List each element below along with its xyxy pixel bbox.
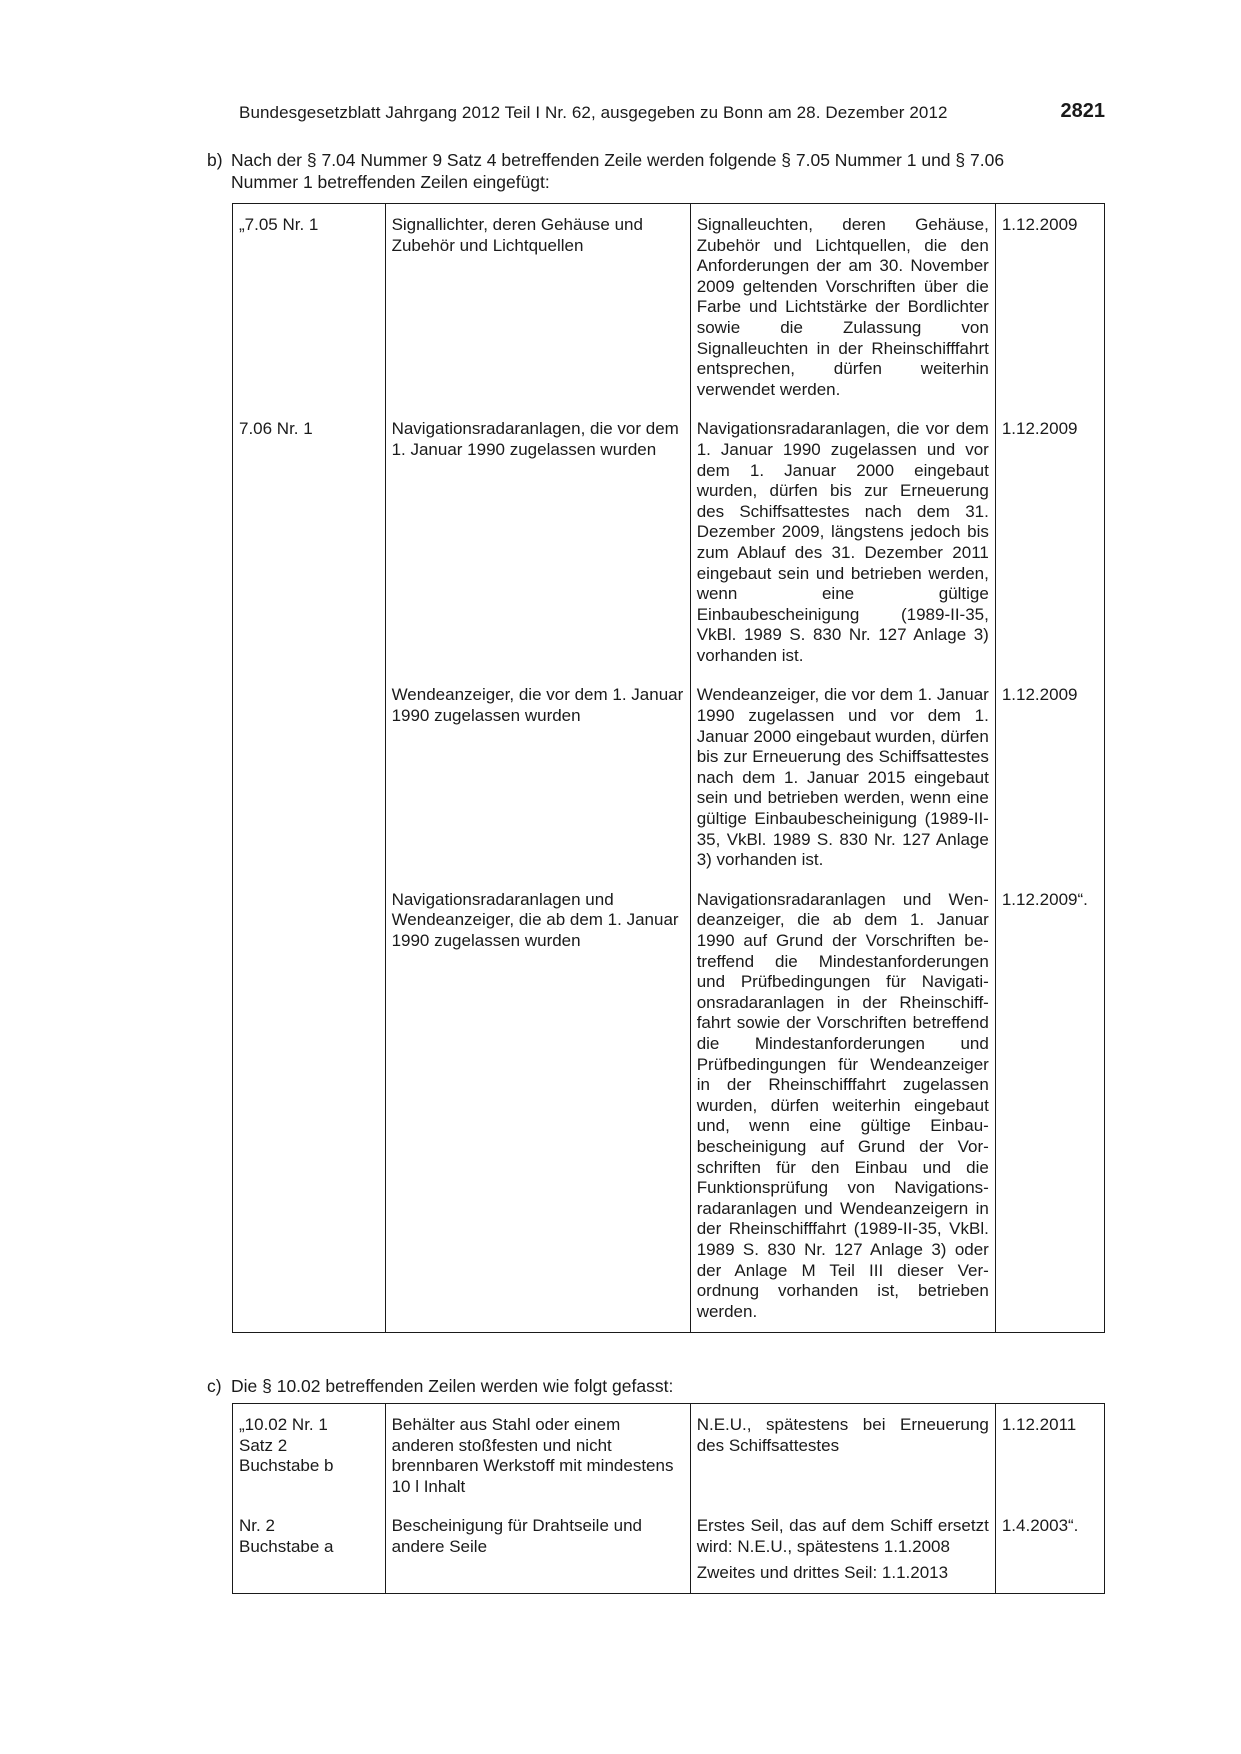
table-row bbox=[233, 685, 1105, 889]
section-b-intro bbox=[207, 150, 1107, 194]
ref-cell: 7.06 Nr. 1 bbox=[233, 419, 386, 685]
ref-cell bbox=[233, 890, 386, 1333]
date-cell: 1.4.2003“. bbox=[995, 1516, 1104, 1593]
ref-line: Satz 2 bbox=[239, 1435, 288, 1455]
section-b-table bbox=[232, 203, 1105, 1333]
provision-cell: Signalleuchten, deren Gehäuse, Zubehör und Lichtquellen, die den Anforderungen der am 30. November 2009 geltenden Vorschriften über die Farbe und Lichtstärke der Bordlichter sowie die Zulassung von Signalleuchten in der Rheinschifffahrt entsprechen, dürfen weiterhin verwendet werden. bbox=[690, 204, 995, 420]
provision-paragraph: Erstes Seil, das auf dem Schiff ersetzt wird: N.E.U., spätestens 1.1.2008 bbox=[696, 1516, 989, 1556]
ref-line: „10.02 Nr. 1 bbox=[239, 1415, 328, 1434]
section-c-marker: c) bbox=[207, 1376, 222, 1396]
section-b-line-2: Nummer 1 betreffenden Zeilen eingefügt: bbox=[231, 172, 550, 192]
subject-cell: Behälter aus Stahl oder einem anderen stoßfesten und nicht brennbaren Werkstoff mit mindestens 10 l Inhalt bbox=[385, 1404, 690, 1517]
ref-cell bbox=[233, 1404, 386, 1517]
section-b-marker: b) bbox=[207, 150, 223, 170]
provision-paragraph: Zweites und drittes Seil: 1.1.2013 bbox=[696, 1562, 949, 1582]
provision-cell: Wendeanzeiger, die vor dem 1. Januar 1990 zugelassen und vor dem 1. Januar 2000 eingebaut wurden, dürfen bis zur Erneuerung des Schiffsattestes nach dem 1. Januar 2015 eingebaut sein und betrieben werden, wenn eine gültige Einbaubescheinigung (1989-II-35, VkBl. 1989 S. 830 Nr. 127 Anlage 3) vorhanden ist. bbox=[690, 685, 995, 889]
table-row bbox=[233, 1516, 1105, 1593]
subject-cell: Navigationsradaranlagen, die vor dem 1. Januar 1990 zugelassen wurden bbox=[385, 419, 690, 685]
page-number: 2821 bbox=[1060, 100, 1105, 122]
date-cell: 1.12.2009“. bbox=[995, 890, 1104, 1333]
ref-cell: „7.05 Nr. 1 bbox=[233, 204, 386, 420]
table-row bbox=[233, 204, 1105, 420]
section-c-intro bbox=[207, 1376, 1107, 1398]
date-cell: 1.12.2011 bbox=[995, 1404, 1104, 1517]
provision-cell: Navigationsradaranlagen und Wendeanzeiger, die ab dem 1. Januar 1990 auf Grund der Vorschriften betreffend die Mindestanforderungen und Prüfbedingungen für Navigationsradaranlagen in der Rheinschifffahrt sowie der Vorschriften betreffend die Mindestanforderungen und Prüfbedingungen für Wendeanzeiger in der Rheinschifffahrt zugelassen wurden, dürfen weiterhin eingebaut und, wenn eine gültige Einbaubescheinigung auf Grund der Vorschriften für den Einbau und die Funktionsprüfung von Navigationsradaranlagen und Wendeanzeigern in der Rheinschifffahrt (1989-II-35, VkBl. 1989 S. 830 Nr. 127 Anlage 3) oder der Anlage M Teil III dieser Verordnung vorhanden ist, betrieben werden. bbox=[690, 890, 995, 1333]
section-c-table bbox=[232, 1403, 1105, 1594]
subject-cell: Navigationsradaranlagen und Wendeanzeiger, die ab dem 1. Januar 1990 zugelassen wurden bbox=[385, 890, 690, 1333]
section-c-line-1: Die § 10.02 betreffenden Zeilen werden wie folgt gefasst: bbox=[231, 1376, 674, 1396]
provision-cell bbox=[690, 1516, 995, 1593]
date-cell: 1.12.2009 bbox=[995, 204, 1104, 420]
ref-cell bbox=[233, 1516, 386, 1593]
section-b-line-1: Nach der § 7.04 Nummer 9 Satz 4 betreffenden Zeile werden folgende § 7.05 Nummer 1 und § 7.06 bbox=[231, 150, 1005, 170]
ref-line: Nr. 2 bbox=[239, 1516, 275, 1536]
ref-cell bbox=[233, 685, 386, 889]
provision-cell: N.E.U., spätestens bei Erneuerung des Schiffsattestes bbox=[690, 1404, 995, 1517]
date-cell: 1.12.2009 bbox=[995, 685, 1104, 889]
table-row bbox=[233, 419, 1105, 685]
table-row bbox=[233, 890, 1105, 1333]
gazette-header: Bundesgesetzblatt Jahrgang 2012 Teil I Nr. 62, ausgegeben zu Bonn am 28. Dezember 2012 bbox=[239, 103, 948, 122]
date-cell: 1.12.2009 bbox=[995, 419, 1104, 685]
subject-cell: Signallichter, deren Gehäuse und Zubehör und Lichtquellen bbox=[385, 204, 690, 420]
subject-cell: Wendeanzeiger, die vor dem 1. Januar 1990 zugelassen wurden bbox=[385, 685, 690, 889]
ref-line: Buchstabe b bbox=[239, 1456, 334, 1476]
ref-line: Buchstabe a bbox=[239, 1536, 334, 1556]
table-row bbox=[233, 1404, 1105, 1517]
subject-cell: Bescheinigung für Drahtseile und andere Seile bbox=[385, 1516, 690, 1593]
provision-cell: Navigationsradaranlagen, die vor dem 1. Januar 1990 zugelassen und vor dem 1. Januar 2000 eingebaut wurden, dürfen bis zur Erneuerung des Schiffsattestes nach dem 31. Dezember 2009, längstens jedoch bis zum Ablauf des 31. Dezember 2011 eingebaut sein und betrieben werden, wenn eine gültige Einbaubescheinigung (1989-II-35, VkBl. 1989 S. 830 Nr. 127 Anlage 3) vorhanden ist. bbox=[690, 419, 995, 685]
